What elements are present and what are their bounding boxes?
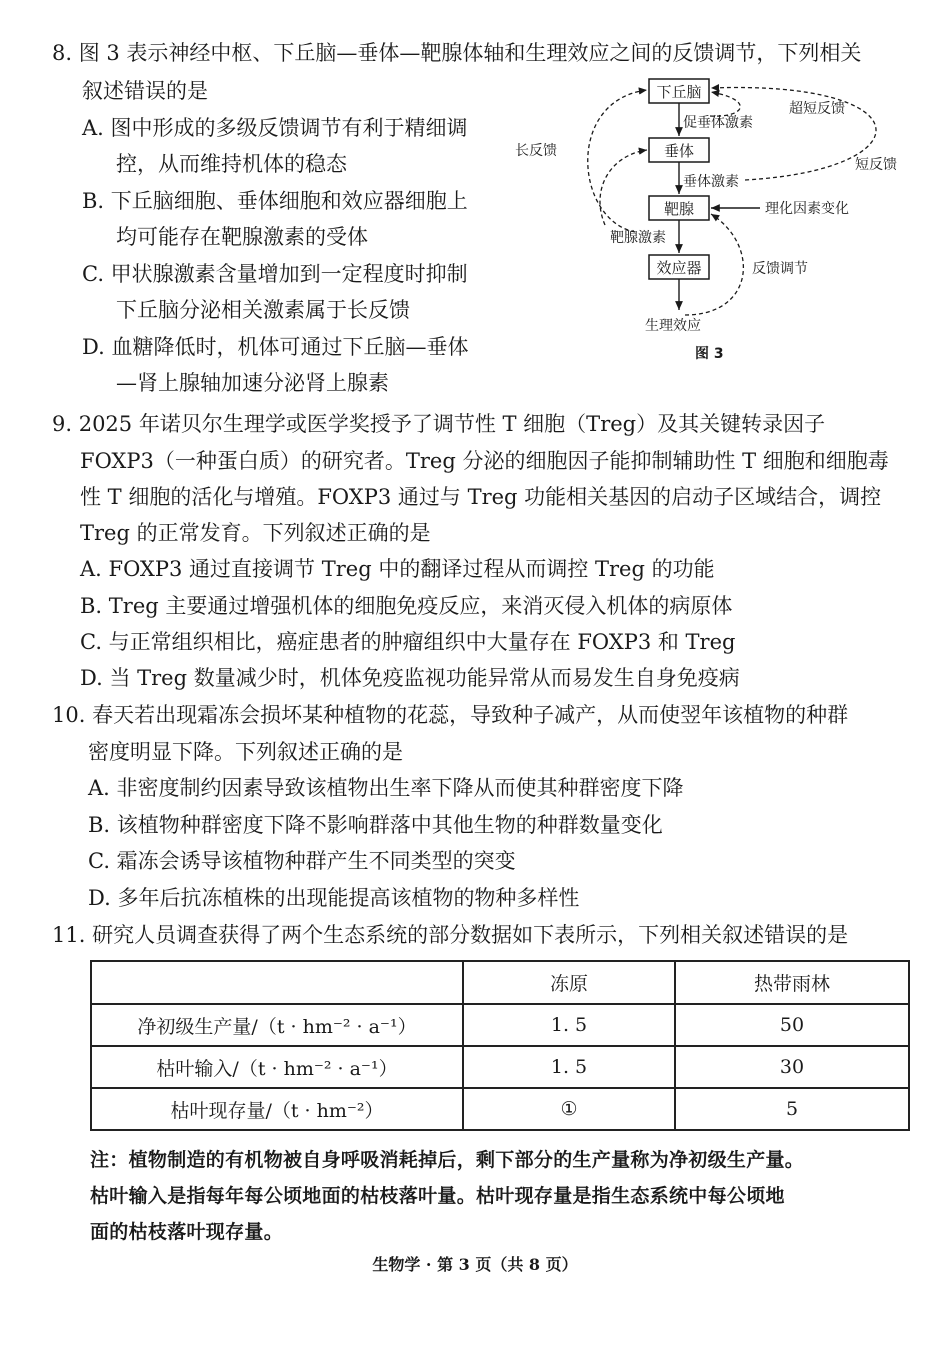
hypothalamus-label: 下丘脑 — [656, 83, 702, 101]
q8-option-b-line1: B. 下丘脑细胞、垂体细胞和效应器细胞上 — [82, 189, 468, 213]
table-row — [91, 1004, 909, 1046]
q11-note-line3: 面的枯枝落叶现存量。 — [90, 1221, 284, 1243]
target-gland-label: 靶腺 — [663, 200, 695, 218]
page-footer: 生物学 · 第 3 页（共 8 页） — [372, 1255, 578, 1274]
q9-stem-line2: FOXP3（一种蛋白质）的研究者。Treg 分泌的细胞因子能抑制辅助性 T 细胞和细胞毒 — [80, 449, 889, 473]
q8-option-d-line2: —肾上腺轴加速分泌肾上腺素 — [116, 371, 389, 395]
table-cell: ① — [463, 1088, 675, 1130]
q8-option-a-line1: A. 图中形成的多级反馈调节有利于精细调 — [82, 116, 468, 140]
q9-option-c: C. 与正常组织相比，癌症患者的肿瘤组织中大量存在 FOXP3 和 Treg — [80, 630, 736, 654]
q10-stem-line2: 密度明显下降。下列叙述正确的是 — [88, 740, 403, 764]
pituitary-label: 垂体 — [663, 142, 695, 160]
table-cell: 30 — [675, 1046, 909, 1088]
table-header-cell: 热带雨林 — [675, 961, 909, 1004]
table-header-cell — [91, 961, 463, 1004]
q9-stem-line3: 性 T 细胞的活化与增殖。FOXP3 通过与 Treg 功能相关基因的启动子区域结合，调控 — [80, 485, 882, 509]
q11-stem: 11. 研究人员调查获得了两个生态系统的部分数据如下表所示，下列相关叙述错误的是 — [52, 923, 849, 947]
q10-option-d: D. 多年后抗冻植株的出现能提高该植物的物种多样性 — [88, 886, 580, 910]
q8-option-d-line1: D. 血糖降低时，机体可通过下丘脑—垂体 — [82, 335, 469, 359]
q11-note-line2: 枯叶输入是指每年每公顷地面的枯枝落叶量。枯叶现存量是指生态系统中每公顷地 — [90, 1185, 785, 1207]
q9-option-a: A. FOXP3 通过直接调节 Treg 中的翻译过程从而调控 Treg 的功能 — [80, 557, 715, 581]
long-feedback-arrow — [588, 90, 647, 232]
physiological-effect-label: 生理效应 — [645, 318, 701, 334]
effector-label: 效应器 — [656, 259, 702, 277]
ecosystem-data-table — [90, 960, 910, 1131]
target-hormone-feedback-arrow — [600, 150, 647, 225]
table-cell: 5 — [675, 1088, 909, 1130]
table-header-row — [91, 961, 909, 1004]
trh-label: 促垂体激素 — [683, 115, 753, 131]
q10-option-c: C. 霜冻会诱导该植物种群产生不同类型的突变 — [88, 849, 516, 873]
q10-option-a: A. 非密度制约因素导致该植物出生率下降从而使其种群密度下降 — [88, 776, 684, 800]
ultra-short-feedback-label: 超短反馈 — [789, 101, 845, 117]
q10-stem-line1: 10. 春天若出现霜冻会损坏某种植物的花蕊，导致种子减产，从而使翌年该植物的种群 — [52, 703, 849, 727]
figure-caption: 图 3 — [695, 346, 724, 362]
table-cell: 净初级生产量/（t · hm⁻² · a⁻¹） — [91, 1004, 463, 1046]
q8-stem-line2: 叙述错误的是 — [82, 79, 208, 103]
q9-stem-line4: Treg 的正常发育。下列叙述正确的是 — [80, 521, 431, 545]
physchem-change-label: 理化因素变化 — [765, 201, 849, 217]
figure-3-diagram — [505, 70, 925, 370]
table-cell: 枯叶现存量/（t · hm⁻²） — [91, 1088, 463, 1130]
short-feedback-label: 短反馈 — [855, 157, 897, 173]
pituitary-hormone-label: 垂体激素 — [683, 174, 739, 190]
long-feedback-label: 长反馈 — [515, 143, 557, 159]
ultra-short-feedback-arrow — [710, 92, 740, 116]
q8-option-b-line2: 均可能存在靶腺激素的受体 — [116, 225, 368, 249]
q9-option-b: B. Treg 主要通过增强机体的细胞免疫反应，来消灭侵入机体的病原体 — [80, 594, 733, 618]
table-header-cell: 冻原 — [463, 961, 675, 1004]
table-cell: 1. 5 — [463, 1004, 675, 1046]
target-hormone-label: 靶腺激素 — [610, 230, 666, 246]
q8-option-a-line2: 控，从而维持机体的稳态 — [116, 152, 347, 176]
q8-stem-line1: 8. 图 3 表示神经中枢、下丘脑—垂体—靶腺体轴和生理效应之间的反馈调节，下列相关 — [52, 41, 862, 65]
table-cell: 50 — [675, 1004, 909, 1046]
table-row — [91, 1046, 909, 1088]
q10-option-b: B. 该植物种群密度下降不影响群落中其他生物的种群数量变化 — [88, 813, 663, 837]
q9-stem-line1: 9. 2025 年诺贝尔生理学或医学奖授予了调节性 T 细胞（Treg）及其关键转录因子 — [52, 412, 826, 436]
q8-option-c-line1: C. 甲状腺激素含量增加到一定程度时抑制 — [82, 262, 468, 286]
q9-option-d: D. 当 Treg 数量减少时，机体免疫监视功能异常从而易发生自身免疫病 — [80, 666, 740, 690]
table-cell: 枯叶输入/（t · hm⁻² · a⁻¹） — [91, 1046, 463, 1088]
q8-option-c-line2: 下丘脑分泌相关激素属于长反馈 — [116, 298, 410, 322]
feedback-regulation-label: 反馈调节 — [752, 261, 808, 277]
q11-note-line1: 注：植物制造的有机物被自身呼吸消耗掉后，剩下部分的生产量称为净初级生产量。 — [90, 1149, 805, 1171]
table-row — [91, 1088, 909, 1130]
table-cell: 1. 5 — [463, 1046, 675, 1088]
